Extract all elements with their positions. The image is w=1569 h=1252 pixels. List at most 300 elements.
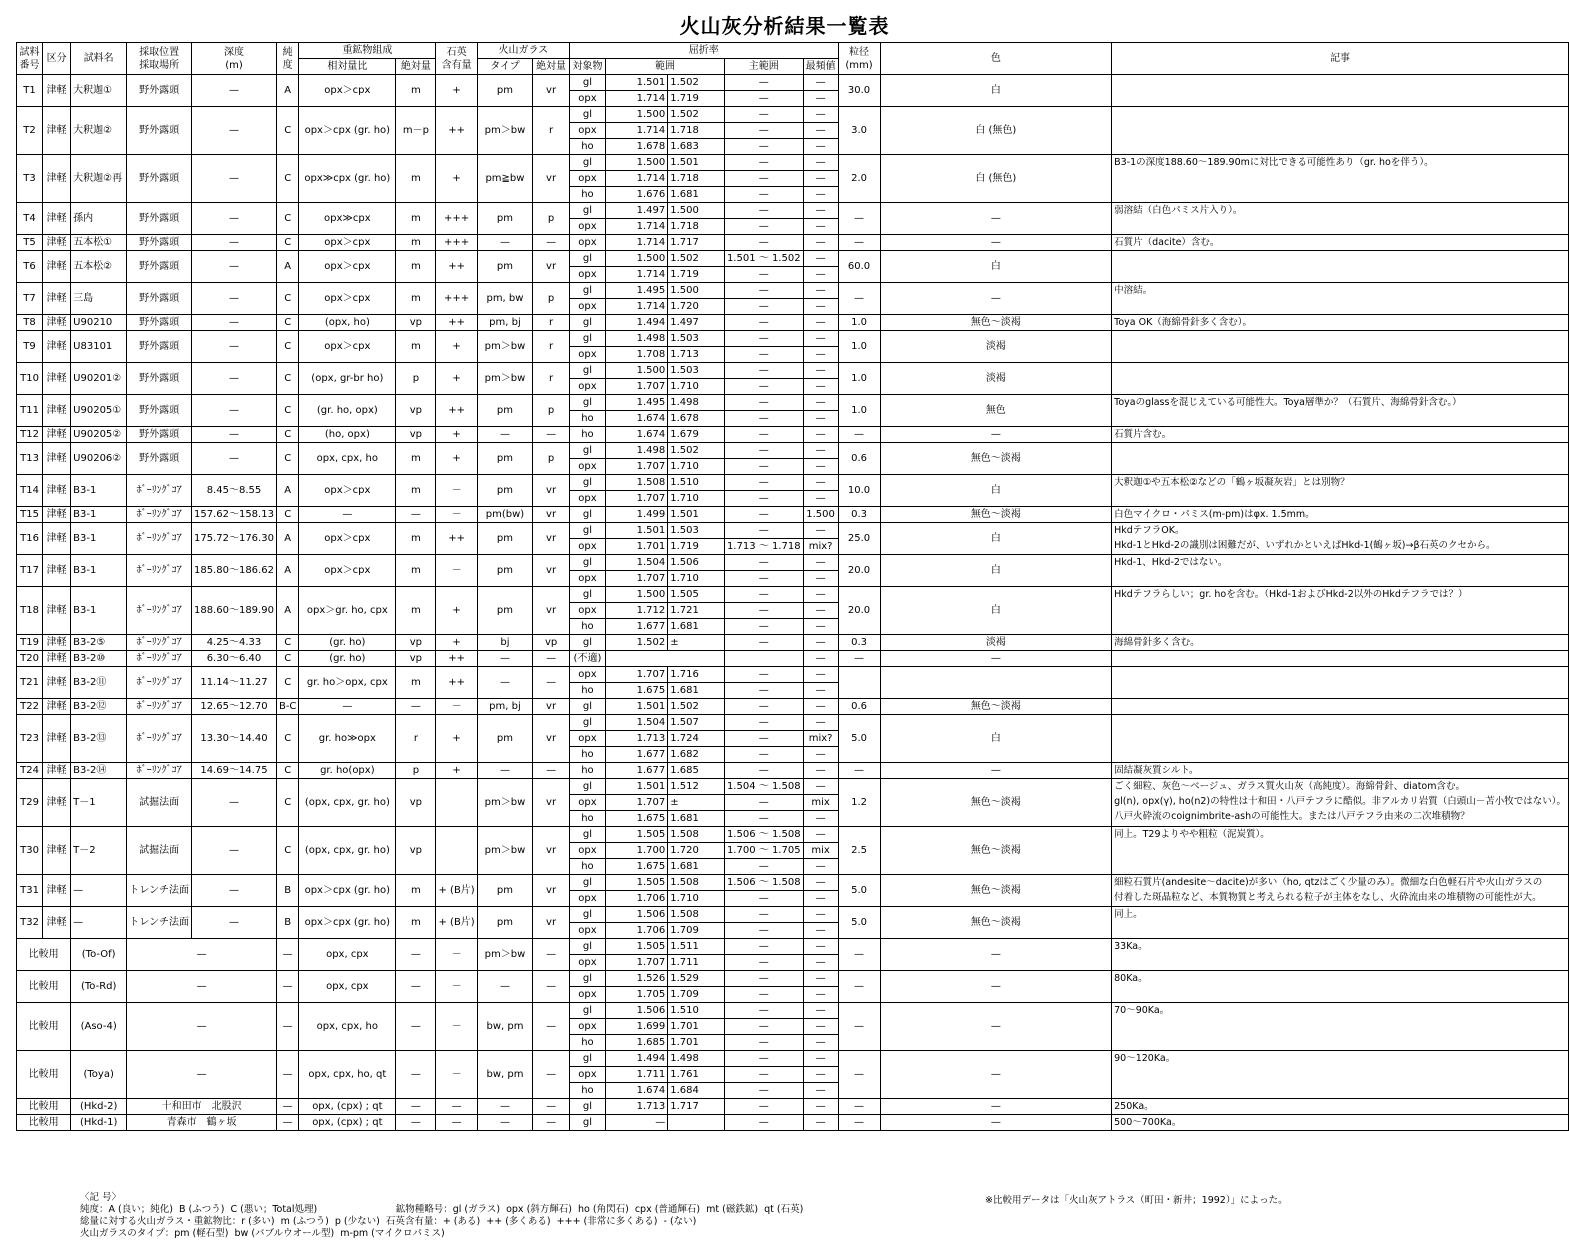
main-low: 1.504: [726, 781, 756, 792]
range-high: 1.502: [668, 107, 725, 123]
ref-target: opx: [569, 603, 605, 619]
absolute-amount: m: [396, 203, 436, 235]
ref-main-range: —: [724, 1019, 803, 1035]
area: 津軽: [43, 107, 71, 155]
notes: 80Ka。: [1112, 971, 1569, 1003]
depth: —: [191, 75, 276, 107]
table-row: [17, 907, 1569, 923]
color: 白: [880, 475, 1112, 507]
sample-no: T16: [17, 523, 43, 555]
area: 津軽: [43, 715, 71, 763]
ref-target: gl: [569, 1051, 605, 1067]
ref-mode: —: [803, 251, 838, 267]
color: [880, 667, 1112, 699]
range-low: 1.699: [605, 1019, 667, 1035]
range-high: 1.710: [668, 571, 725, 587]
sample-name: U90210: [71, 315, 127, 331]
ref-mode: —: [803, 763, 838, 779]
sample-no: T29: [17, 779, 43, 827]
depth: —: [191, 395, 276, 427]
ref-main-range: —: [724, 603, 803, 619]
grain-size: 2.5: [838, 827, 880, 875]
ref-main-range: —: [724, 427, 803, 443]
ref-mode: —: [803, 139, 838, 155]
ref-target: gl: [569, 315, 605, 331]
comparison-row: [17, 971, 1569, 987]
range-low: 1.495: [605, 283, 667, 299]
ref-main-range: —: [724, 219, 803, 235]
range-high: 1.511: [668, 939, 725, 955]
ref-main-range: —: [724, 1051, 803, 1067]
ref-mode: —: [803, 491, 838, 507]
location: 青森市 鶴ヶ坂: [127, 1115, 277, 1131]
ref-target: opx: [569, 267, 605, 283]
ref-mode: —: [803, 587, 838, 603]
glass-type: pm: [477, 443, 532, 475]
ref-mode: —: [803, 923, 838, 939]
main-low: 1.700: [726, 845, 756, 856]
sample-no: T8: [17, 315, 43, 331]
notes: [1112, 75, 1569, 107]
relative-ratio: gr. ho(opx): [299, 763, 396, 779]
ref-mode: —: [803, 1035, 838, 1051]
range-low: 1.711: [605, 1067, 667, 1083]
note-line: Toya OK（海綿骨針多く含む）。: [1114, 317, 1253, 328]
purity: C: [276, 667, 298, 699]
range-high: 1.681: [668, 619, 725, 635]
glass-absolute: vr: [533, 251, 570, 283]
range-high: 1.679: [668, 427, 725, 443]
glass-type: pm: [477, 395, 532, 427]
sample-name: B3-1: [71, 587, 127, 635]
glass-type: pm＞bw: [477, 363, 532, 395]
ref-mode: —: [803, 1019, 838, 1035]
table-row: [17, 475, 1569, 491]
note-line: Hkd-1とHkd-2の識別は困難だが、いずれかといえばHkd-1(鶴ヶ坂)→β石英のクセから。: [1114, 540, 1496, 551]
color: 白: [880, 587, 1112, 635]
notes: [1112, 715, 1569, 763]
grain-size: 1.2: [838, 779, 880, 827]
grain-size: —: [838, 427, 880, 443]
range-low: 1.497: [605, 203, 667, 219]
ref-mode: —: [803, 523, 838, 539]
main-high: 1.705: [771, 845, 801, 856]
ref-main-range: —: [724, 315, 803, 331]
ref-mode: —: [803, 891, 838, 907]
relative-ratio: —: [299, 507, 396, 523]
area: 津軽: [43, 331, 71, 363]
depth: 11.14～11.27: [191, 667, 276, 699]
absolute-amount: m: [396, 283, 436, 315]
ref-mode: —: [803, 859, 838, 875]
glass-type: —: [477, 651, 532, 667]
area: 津軽: [43, 283, 71, 315]
ref-mode: —: [803, 171, 838, 187]
absolute-amount: m: [396, 155, 436, 203]
quartz-content: －: [436, 1003, 477, 1051]
ref-target: gl: [569, 555, 605, 571]
glass-type: pm: [477, 523, 532, 555]
table-row: [17, 395, 1569, 411]
ref-mode: —: [803, 987, 838, 1003]
ref-target: ho: [569, 1035, 605, 1051]
range-high: 1.719: [668, 539, 725, 555]
area: 津軽: [43, 315, 71, 331]
table-row: [17, 555, 1569, 571]
main-high: 1.508: [771, 829, 801, 840]
table-row: [17, 507, 1569, 523]
notes: [1112, 875, 1569, 907]
sample-no: T2: [17, 107, 43, 155]
ref-mode: —: [803, 667, 838, 683]
color: 白: [880, 251, 1112, 283]
depth: 175.72～176.30: [191, 523, 276, 555]
range-high: 1.701: [668, 1019, 725, 1035]
sample-name: B3-1: [71, 475, 127, 507]
relative-ratio: opx, cpx: [299, 939, 396, 971]
notes: [1112, 827, 1569, 875]
grain-size: 25.0: [838, 523, 880, 555]
sample-no: T11: [17, 395, 43, 427]
absolute-amount: m: [396, 331, 436, 363]
absolute-amount: m: [396, 907, 436, 939]
absolute-amount: m: [396, 75, 436, 107]
grain-size: 1.0: [838, 363, 880, 395]
location: ﾎﾞｰﾘﾝｸﾞｺｱ: [127, 507, 192, 523]
color: —: [880, 203, 1112, 235]
grain-size: —: [838, 283, 880, 315]
sample-name: U90205①: [71, 395, 127, 427]
grain-size: [838, 667, 880, 699]
location: ﾎﾞｰﾘﾝｸﾞｺｱ: [127, 587, 192, 635]
quartz-content: + (B片): [436, 907, 477, 939]
main-low: 1.501: [726, 253, 756, 264]
range-high: 1.508: [668, 827, 725, 843]
range-high: 1.709: [668, 987, 725, 1003]
relative-ratio: opx, cpx, ho: [299, 1003, 396, 1051]
table-row: [17, 203, 1569, 219]
ref-target: gl: [569, 283, 605, 299]
sample-name: U90206②: [71, 443, 127, 475]
sample-name: B3-1: [71, 507, 127, 523]
purity: C: [276, 827, 298, 875]
ref-mode: —: [803, 347, 838, 363]
ref-main-range: —: [724, 331, 803, 347]
sample-name: B3-2⑫: [71, 699, 127, 715]
notes: [1112, 907, 1569, 939]
color: —: [880, 939, 1112, 971]
header-relative-ratio: 相対量比: [299, 59, 396, 75]
glass-type: pm(bw): [477, 507, 532, 523]
range-high: 1.710: [668, 891, 725, 907]
ref-target: gl: [569, 251, 605, 267]
notes: 33Ka。: [1112, 939, 1569, 971]
range-high: [668, 1115, 725, 1131]
depth: —: [191, 251, 276, 283]
ref-main-range: —: [724, 587, 803, 603]
relative-ratio: opx＞cpx: [299, 475, 396, 507]
ref-target: gl: [569, 587, 605, 603]
quartz-content: +: [436, 763, 477, 779]
ref-main-range: —: [724, 715, 803, 731]
notes: 500～700Ka。: [1112, 1115, 1569, 1131]
quartz-content: ++: [436, 651, 477, 667]
quartz-content: —: [436, 1099, 477, 1115]
grain-size: 1.0: [838, 395, 880, 427]
color: 白 (無色): [880, 155, 1112, 203]
header-purity: 純 度: [276, 43, 298, 75]
purity: C: [276, 235, 298, 251]
comparison-label: 比較用: [17, 1115, 71, 1131]
ref-target: gl: [569, 75, 605, 91]
range-high: 1.498: [668, 1051, 725, 1067]
ref-mode: —: [803, 443, 838, 459]
ref-target: gl: [569, 939, 605, 955]
glass-absolute: r: [533, 363, 570, 395]
range-high: 1.512: [668, 779, 725, 795]
table-row: [17, 443, 1569, 459]
notes: [1112, 427, 1569, 443]
comparison-label: 比較用: [17, 971, 71, 1003]
sample-name: —: [71, 875, 127, 907]
ref-target: opx: [569, 91, 605, 107]
relative-ratio: opx＞cpx (gr. ho): [299, 907, 396, 939]
ref-main-range: —: [724, 443, 803, 459]
ref-main-range: —: [724, 187, 803, 203]
range-high: 1.718: [668, 219, 725, 235]
location: ﾎﾞｰﾘﾝｸﾞｺｱ: [127, 715, 192, 763]
ref-target: opx: [569, 299, 605, 315]
ref-target: gl: [569, 443, 605, 459]
ref-main-range: —: [724, 267, 803, 283]
note-line: 石質片（dacite）含む。: [1114, 237, 1220, 248]
ref-target: gl: [569, 875, 605, 891]
absolute-amount: m: [396, 235, 436, 251]
glass-absolute: r: [533, 331, 570, 363]
sample-name: B3-2⑤: [71, 635, 127, 651]
purity: A: [276, 587, 298, 635]
relative-ratio: (opx, cpx, gr. ho): [299, 827, 396, 875]
note-line: 同上。T29よりやや粗粒（泥炭質）。: [1114, 829, 1270, 840]
glass-absolute: vr: [533, 555, 570, 587]
depth: —: [191, 315, 276, 331]
ref-target: gl: [569, 107, 605, 123]
table-row: [17, 315, 1569, 331]
header-quartz: 石英 含有量: [436, 43, 477, 75]
header-grain-size: 粒径 (mm): [838, 43, 880, 75]
purity: —: [276, 1115, 298, 1131]
range-high: 1.678: [668, 411, 725, 427]
area: 津軽: [43, 363, 71, 395]
ref-target: gl: [569, 523, 605, 539]
ref-main-range: —: [724, 379, 803, 395]
range-low: 1.500: [605, 363, 667, 379]
location: 野外露頭: [127, 107, 192, 155]
range-low: 1.501: [605, 523, 667, 539]
ref-mode: —: [803, 363, 838, 379]
sample-name: B3-2⑩: [71, 651, 127, 667]
ref-main-range: —: [724, 555, 803, 571]
ref-target: opx: [569, 891, 605, 907]
ref-target: opx: [569, 1019, 605, 1035]
table-row: [17, 523, 1569, 539]
ref-main-range: —: [724, 411, 803, 427]
range-high: 1.681: [668, 811, 725, 827]
glass-type: pm≧bw: [477, 155, 532, 203]
glass-type: pm＞bw: [477, 331, 532, 363]
color: 無色～淡褐: [880, 875, 1112, 907]
glass-type: pm: [477, 555, 532, 587]
area: 津軽: [43, 523, 71, 555]
sample-no: T9: [17, 331, 43, 363]
location: 試掘法面: [127, 827, 192, 875]
glass-absolute: vr: [533, 715, 570, 763]
ref-target: ho: [569, 859, 605, 875]
ref-target: gl: [569, 699, 605, 715]
ref-target: ho: [569, 683, 605, 699]
ref-main-range: —: [724, 459, 803, 475]
grain-size: 2.0: [838, 155, 880, 203]
header-target: 対象物: [569, 59, 605, 75]
color: 淡褐: [880, 363, 1112, 395]
ref-target: opx: [569, 987, 605, 1003]
glass-type: pm: [477, 203, 532, 235]
relative-ratio: opx, (cpx) ; qt: [299, 1115, 396, 1131]
grain-size: —: [838, 971, 880, 1003]
absolute-amount: m: [396, 667, 436, 699]
relative-ratio: opx＞cpx: [299, 283, 396, 315]
color: 無色～淡褐: [880, 507, 1112, 523]
ref-mode: —: [803, 427, 838, 443]
note-line: 大釈迦①や五本松②などの「鶴ヶ坂凝灰岩」とは別物？: [1114, 477, 1350, 488]
range-low: 1.500: [605, 155, 667, 171]
ref-main-range: —: [724, 123, 803, 139]
range-high: 1.681: [668, 859, 725, 875]
table-row: [17, 651, 1569, 667]
area: 津軽: [43, 907, 71, 939]
range-low: 1.707: [605, 379, 667, 395]
ref-mode: —: [803, 411, 838, 427]
glass-type: bw, pm: [477, 1051, 532, 1099]
color: 無色～淡褐: [880, 779, 1112, 827]
ref-mode: mix: [803, 843, 838, 859]
glass-absolute: r: [533, 315, 570, 331]
main-high: 1.508: [771, 781, 801, 792]
main-low: 1.506: [726, 877, 756, 888]
depth: —: [191, 107, 276, 155]
header-absolute: 絶対量: [396, 59, 436, 75]
range-high: 1.506: [668, 555, 725, 571]
legend-notes: [80, 1192, 803, 1240]
ref-main-range: —: [724, 363, 803, 379]
header-mode: 最頻値: [803, 59, 838, 75]
notes: 70～90Ka。: [1112, 1003, 1569, 1051]
range-low: 1.501: [605, 779, 667, 795]
relative-ratio: opx＞cpx: [299, 523, 396, 555]
range-high: 1.720: [668, 299, 725, 315]
range-high: 1.717: [668, 1099, 725, 1115]
ref-target: gl: [569, 779, 605, 795]
relative-ratio: gr. ho≫opx: [299, 715, 396, 763]
glass-absolute: p: [533, 395, 570, 427]
table-row: [17, 763, 1569, 779]
grain-size: 3.0: [838, 107, 880, 155]
glass-type: pm: [477, 875, 532, 907]
range-high: 1.498: [668, 395, 725, 411]
range-high: 1.529: [668, 971, 725, 987]
quartz-content: —: [436, 1115, 477, 1131]
ref-mode: —: [803, 1003, 838, 1019]
sample-name: B3-2⑪: [71, 667, 127, 699]
ref-main-range: —: [724, 75, 803, 91]
range-high: 1.709: [668, 923, 725, 939]
comparison-label: 比較用: [17, 1003, 71, 1051]
glass-absolute: —: [533, 651, 570, 667]
sample-name: B3-1: [71, 555, 127, 587]
relative-ratio: opx, cpx, ho, qt: [299, 1051, 396, 1099]
glass-type: —: [477, 971, 532, 1003]
header-depth: 深度 (m): [191, 43, 276, 75]
sample-no: T3: [17, 155, 43, 203]
sample-no: T10: [17, 363, 43, 395]
range-low: 1.685: [605, 1035, 667, 1051]
ref-mode: —: [803, 715, 838, 731]
area: 津軽: [43, 155, 71, 203]
range-high: 1.500: [668, 283, 725, 299]
range-high: 1.497: [668, 315, 725, 331]
comparison-label: 比較用: [17, 1099, 71, 1115]
ref-mode: —: [803, 651, 838, 667]
range-low: 1.674: [605, 427, 667, 443]
ref-mode: —: [803, 123, 838, 139]
color: 無色: [880, 395, 1112, 427]
ref-main-range: —: [724, 811, 803, 827]
color: 白: [880, 75, 1112, 107]
sample-no: T20: [17, 651, 43, 667]
table-row: [17, 779, 1569, 795]
range-high: 1.711: [668, 955, 725, 971]
ref-target: opx: [569, 667, 605, 683]
main-low: 1.506: [726, 829, 756, 840]
ref-mode: —: [803, 683, 838, 699]
depth: 12.65～12.70: [191, 699, 276, 715]
ref-main-range: —: [724, 1067, 803, 1083]
grain-size: 0.3: [838, 635, 880, 651]
quartz-content: +: [436, 587, 477, 635]
location: ﾎﾞｰﾘﾝｸﾞｺｱ: [127, 635, 192, 651]
ref-target: opx: [569, 843, 605, 859]
ref-target: gl: [569, 363, 605, 379]
color: —: [880, 235, 1112, 251]
glass-type: —: [477, 427, 532, 443]
glass-absolute: p: [533, 443, 570, 475]
header-sample-name: 試料名: [71, 43, 127, 75]
ref-mode: —: [803, 267, 838, 283]
ref-mode: —: [803, 635, 838, 651]
range-low: 1.495: [605, 395, 667, 411]
relative-ratio: opx＞cpx: [299, 75, 396, 107]
ref-target: opx: [569, 955, 605, 971]
glass-type: pm＞bw: [477, 107, 532, 155]
range-low: 1.714: [605, 91, 667, 107]
purity: C: [276, 331, 298, 363]
sample-name: U90205②: [71, 427, 127, 443]
purity: C: [276, 203, 298, 235]
quartz-content: +: [436, 331, 477, 363]
relative-ratio: opx＞cpx (gr. ho): [299, 875, 396, 907]
absolute-amount: m: [396, 251, 436, 283]
quartz-content: ++: [436, 395, 477, 427]
